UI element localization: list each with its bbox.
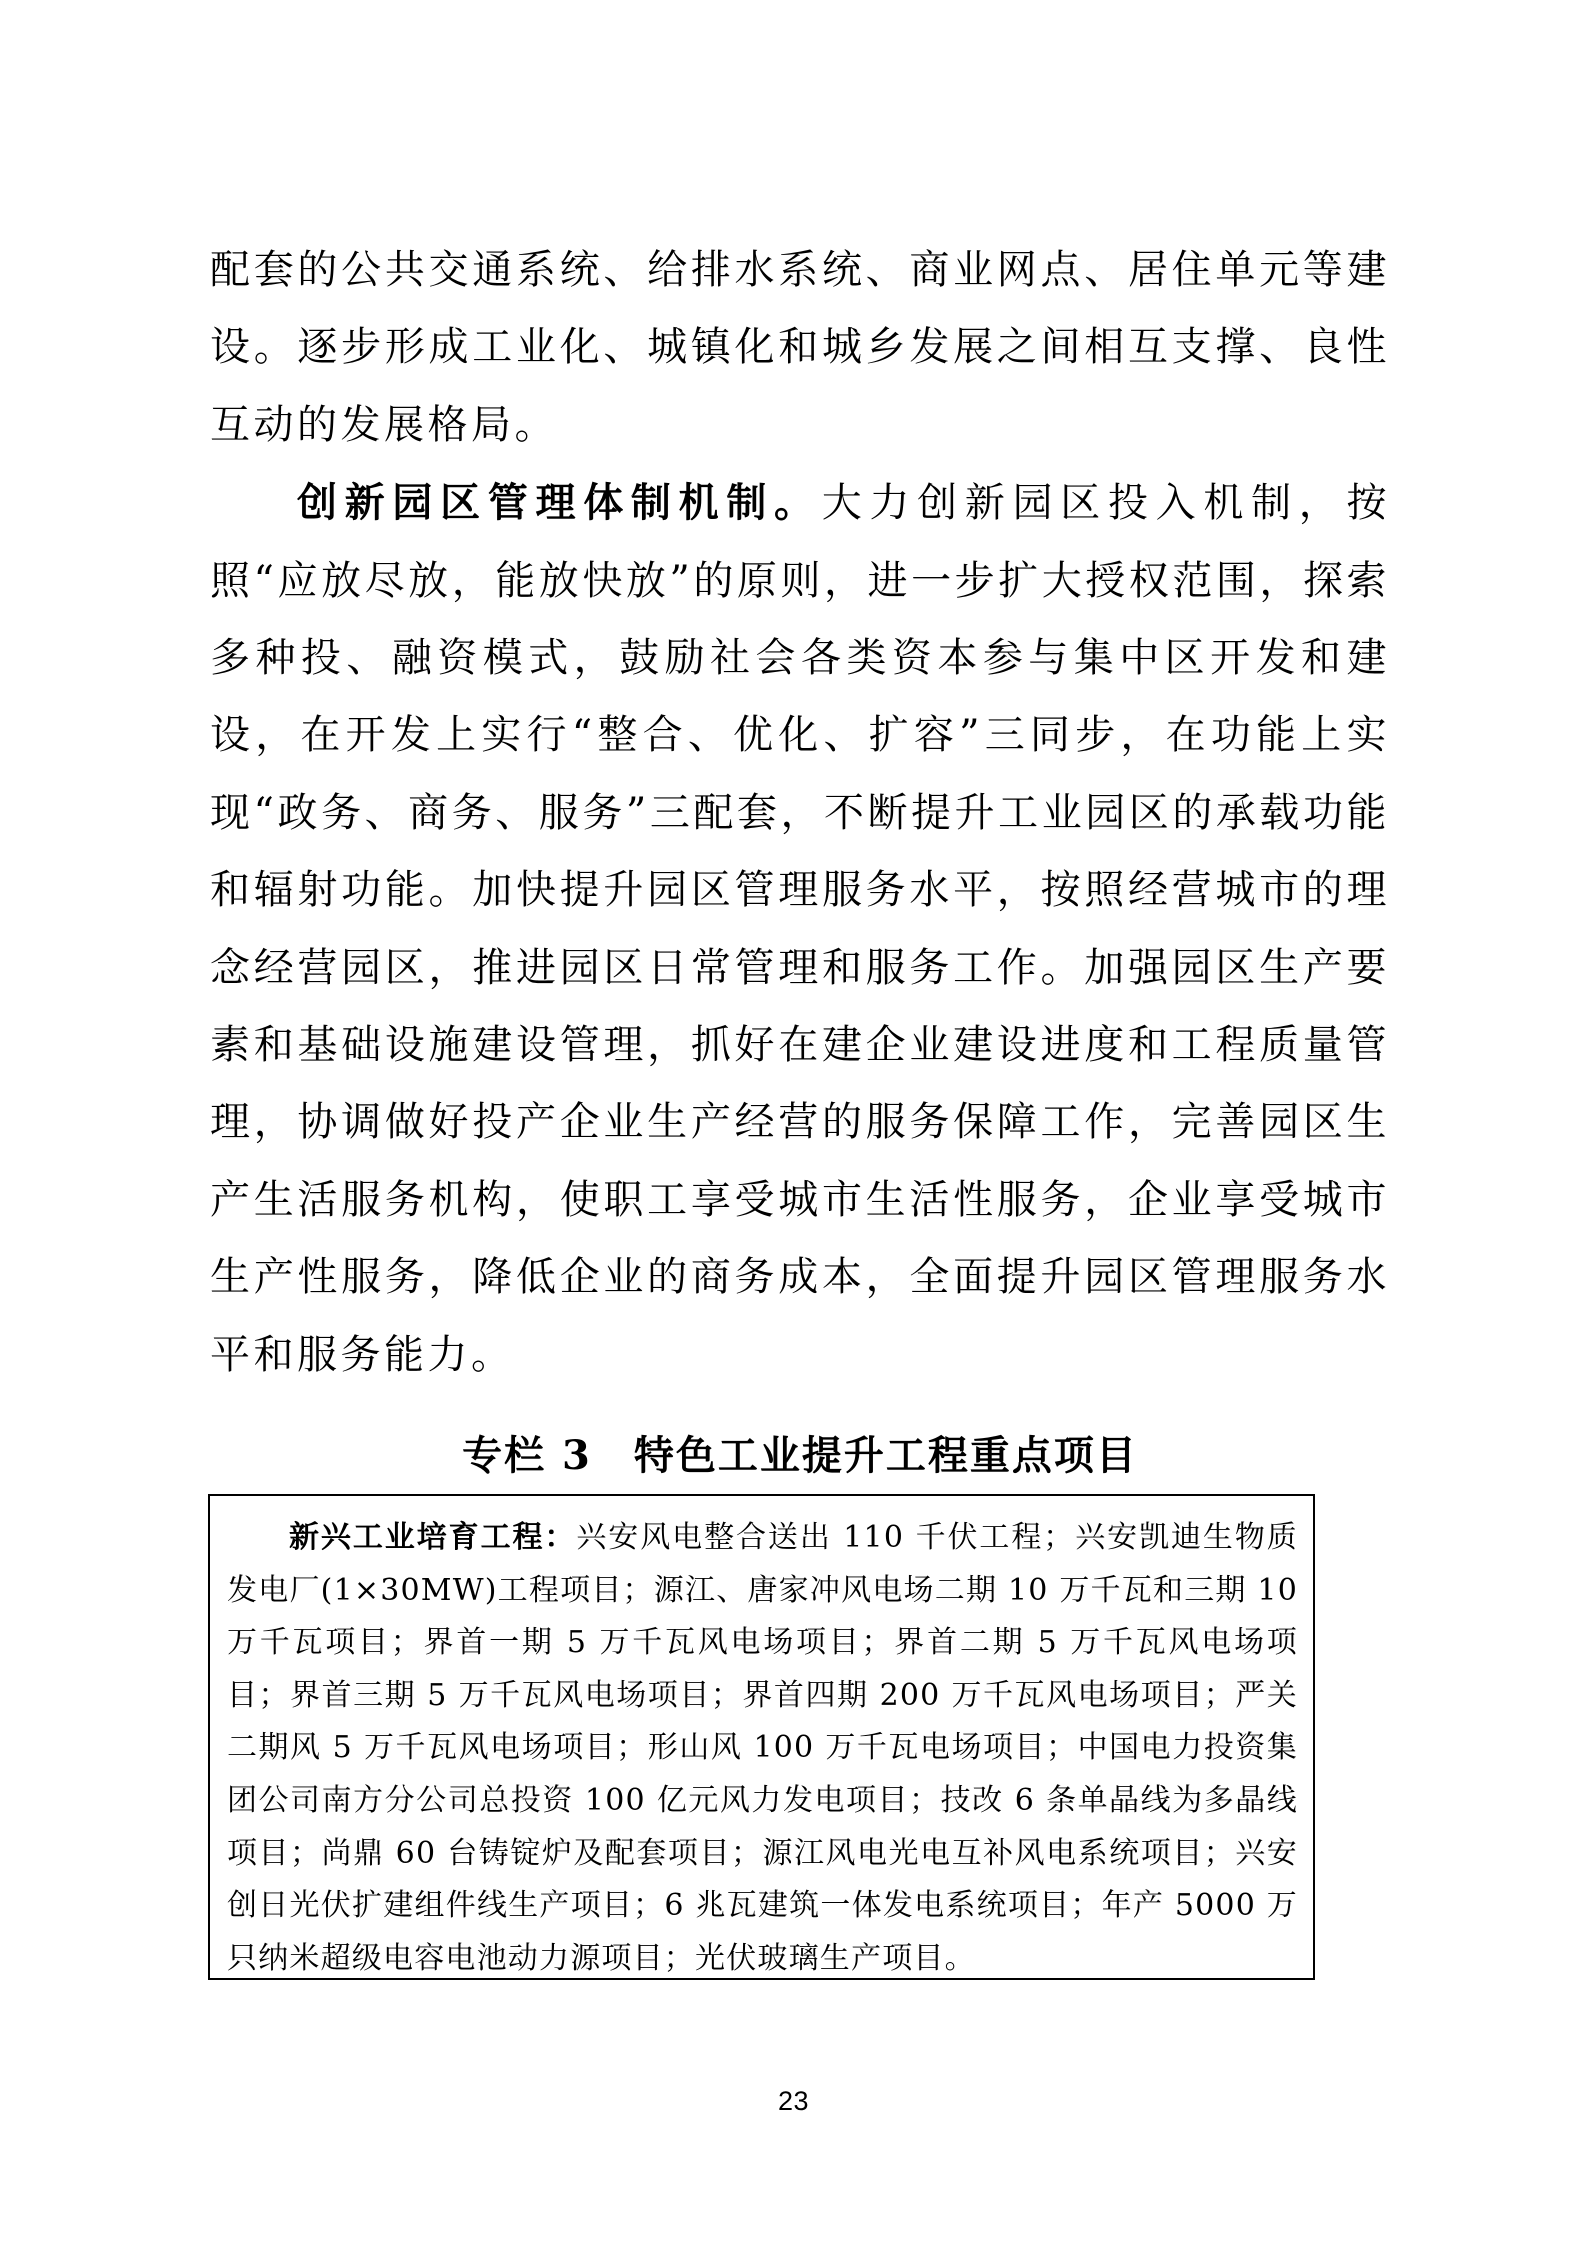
- callout-title: 专栏 3 特色工业提升工程重点项目: [462, 1432, 1138, 1479]
- paragraph-text: 配套的公共交通系统、给排水系统、商业网点、居住单元等建设。逐步形成工业化、城镇化和城乡发展之间相互支撑、良性互动的发展格局。: [210, 247, 1390, 448]
- callout-paragraph: [227, 1512, 1298, 1985]
- paragraph: [210, 232, 1390, 464]
- callout-text: 兴安风电整合送出 110 千伏工程；兴安凯迪生物质发电厂(1×30MW)工程项目；源江、唐家冲风电场二期 10 万千瓦和三期 10 万千瓦项目；界首一期 5 万千瓦风电场项目；界首二期 5 万千瓦风电场项目；界首三期 5 万千瓦风电场项目；界首四期 200 万千瓦风电场项目；严关二期风 5 万千瓦风电场项目；形山风 100 万千瓦电场项目；中国电力投资集团公司南方分公司总投资 100 亿元风力发电项目；技改 6 条单晶线为多晶线项目；尚鼎 60 台铸锭炉及配套项目；源江风电光电互补风电系统项目；兴安创日光伏扩建组件线生产项目；6 兆瓦建筑一体发电系统项目；年产 5000 万只纳米超级电容电池动力源项目；光伏玻璃生产项目。: [227, 1520, 1298, 1976]
- paragraph-lead: 创新园区管理体制机制。: [297, 479, 822, 527]
- body-text: [210, 232, 1390, 1394]
- page-number: 23: [777, 2086, 810, 2116]
- paragraph: [210, 464, 1390, 1394]
- callout-box: [208, 1494, 1315, 1980]
- paragraph-text: 大力创新园区投入机制，按照“应放尽放，能放快放”的原则，进一步扩大授权范围，探索多种投、融资模式，鼓励社会各类资本参与集中区开发和建设，在开发上实行“整合、优化、扩容”三同步，在功能上实现“政务、商务、服务”三配套，不断提升工业园区的承载功能和辐射功能。加快提升园区管理服务水平，按照经营城市的理念经营园区，推进园区日常管理和服务工作。加强园区生产要素和基础设施建设管理，抓好在建企业建设进度和工程质量管理，协调做好投产企业生产经营的服务保障工作，完善园区生产生活服务机构，使职工享受城市生活性服务，企业享受城市生产性服务，降低企业的商务成本，全面提升园区管理服务水平和服务能力。: [210, 480, 1390, 1378]
- callout-lead: 新兴工业培育工程：: [289, 1520, 577, 1555]
